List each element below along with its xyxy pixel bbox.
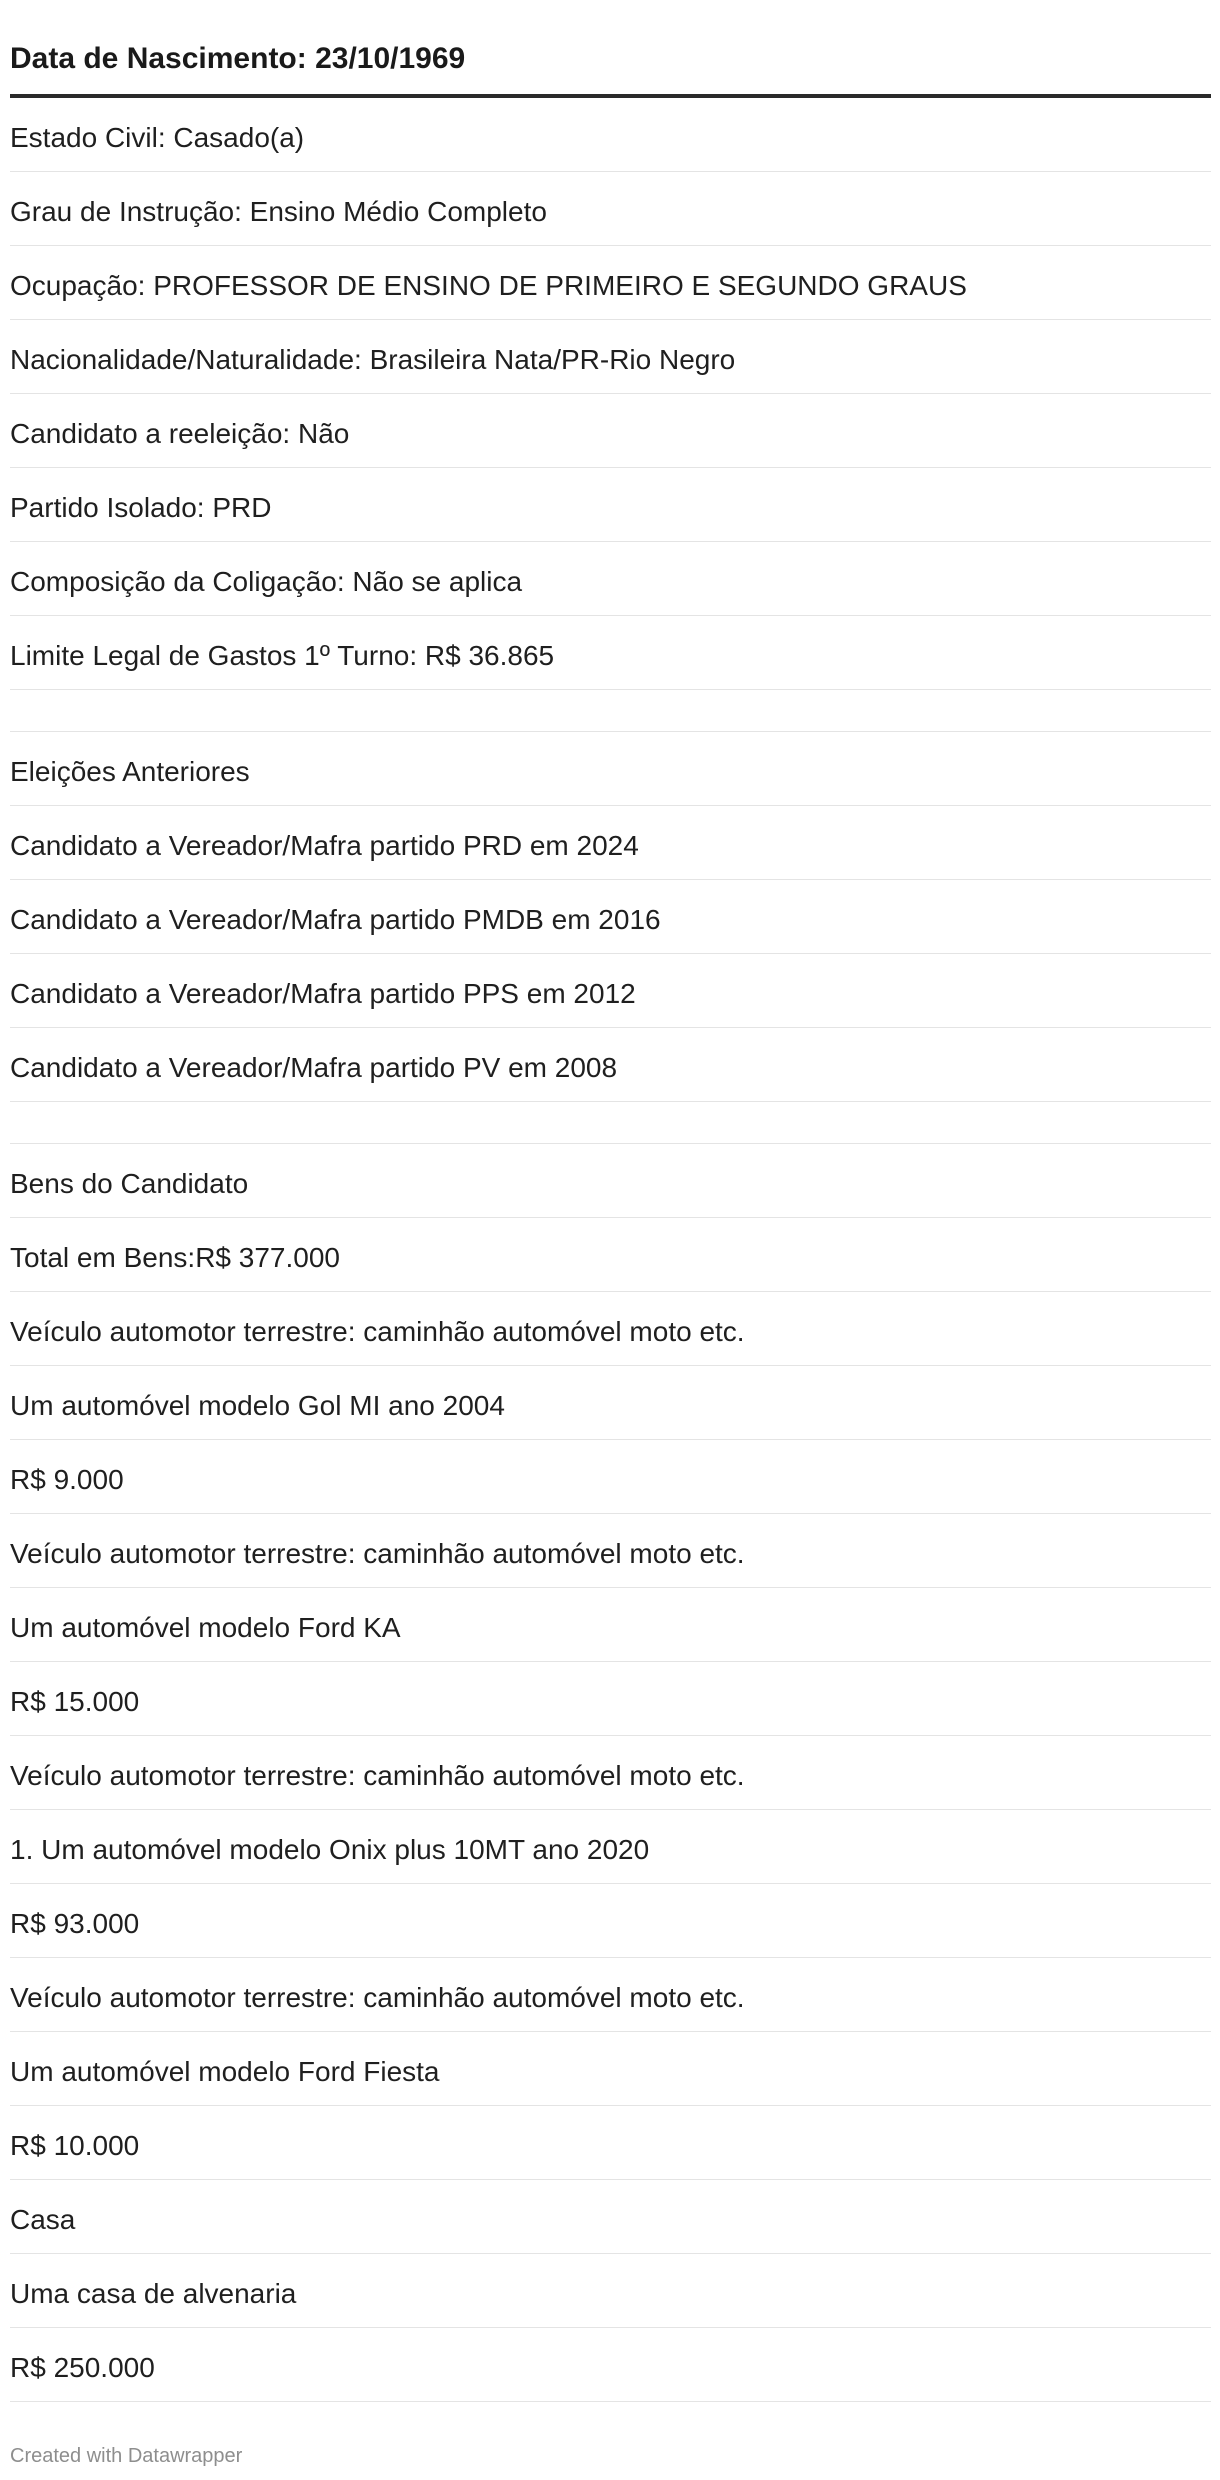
table-row: [10, 1218, 1211, 1292]
table-row: [10, 2180, 1211, 2254]
table-row: [10, 98, 1211, 172]
table-row: [10, 806, 1211, 880]
row-text: Veículo automotor terrestre: caminhão automóvel moto etc.: [10, 1538, 745, 1569]
table-row: [10, 616, 1211, 690]
row-text: Candidato a Vereador/Mafra partido PV em 2008: [10, 1052, 618, 1083]
row-text: Um automóvel modelo Gol MI ano 2004: [10, 1390, 505, 1421]
row-text: Partido Isolado: PRD: [10, 492, 272, 523]
row-text: Composição da Coligação: Não se aplica: [10, 566, 523, 597]
row-text: Candidato a Vereador/Mafra partido PMDB em 2016: [10, 904, 661, 935]
row-text: R$ 15.000: [10, 1686, 140, 1717]
table-row: [10, 1366, 1211, 1440]
row-text: Veículo automotor terrestre: caminhão automóvel moto etc.: [10, 1982, 745, 2013]
row-text: Limite Legal de Gastos 1º Turno: R$ 36.865: [10, 640, 555, 671]
table-row: [10, 1810, 1211, 1884]
table-header: [10, 0, 1211, 98]
table-row: [10, 2032, 1211, 2106]
table-row: [10, 1144, 1211, 1218]
data-table: [10, 0, 1211, 2402]
row-text: R$ 10.000: [10, 2130, 140, 2161]
row-text: Candidato a reeleição: Não: [10, 418, 350, 449]
row-text: Ocupação: PROFESSOR DE ENSINO DE PRIMEIRO E SEGUNDO GRAUS: [10, 270, 967, 301]
table-body: [10, 98, 1211, 2402]
row-text: Bens do Candidato: [10, 1168, 249, 1199]
table-row: [10, 1588, 1211, 1662]
table-row-spacer: [10, 1102, 1211, 1144]
table-row: [10, 1958, 1211, 2032]
row-text: Casa: [10, 2204, 76, 2235]
table-row: [10, 320, 1211, 394]
table-row: [10, 732, 1211, 806]
table-row: [10, 394, 1211, 468]
table-row: [10, 1662, 1211, 1736]
table-row: [10, 1514, 1211, 1588]
table-row: [10, 1292, 1211, 1366]
row-text: Eleições Anteriores: [10, 756, 250, 787]
row-text: Total em Bens:R$ 377.000: [10, 1242, 340, 1273]
table-row: [10, 1736, 1211, 1810]
row-text: Estado Civil: Casado(a): [10, 122, 305, 153]
table-row: [10, 2254, 1211, 2328]
row-text: Nacionalidade/Naturalidade: Brasileira Nata/PR-Rio Negro: [10, 344, 736, 375]
table-row: [10, 1028, 1211, 1102]
row-text: Candidato a Vereador/Mafra partido PPS em 2012: [10, 978, 636, 1009]
table-row: [10, 542, 1211, 616]
row-text: Veículo automotor terrestre: caminhão automóvel moto etc.: [10, 1760, 745, 1791]
row-text: R$ 250.000: [10, 2352, 155, 2383]
row-text: Um automóvel modelo Ford Fiesta: [10, 2056, 440, 2087]
table-row: [10, 468, 1211, 542]
row-text: Grau de Instrução: Ensino Médio Completo: [10, 196, 547, 227]
table-row: [10, 246, 1211, 320]
table-row: [10, 2106, 1211, 2180]
row-text: Uma casa de alvenaria: [10, 2278, 297, 2309]
row-text: Veículo automotor terrestre: caminhão automóvel moto etc.: [10, 1316, 745, 1347]
table-row: [10, 880, 1211, 954]
table-row: [10, 954, 1211, 1028]
datawrapper-credit: Created with Datawrapper: [10, 2445, 243, 2467]
table-row: [10, 1884, 1211, 1958]
table-row: [10, 1440, 1211, 1514]
table-row: [10, 172, 1211, 246]
header-text: Data de Nascimento: 23/10/1969: [10, 42, 466, 75]
row-text: 1. Um automóvel modelo Onix plus 10MT ano 2020: [10, 1834, 650, 1865]
row-text: R$ 9.000: [10, 1464, 124, 1495]
row-text: R$ 93.000: [10, 1908, 140, 1939]
row-text: Um automóvel modelo Ford KA: [10, 1612, 401, 1643]
table-row: [10, 2328, 1211, 2402]
table-row-spacer: [10, 690, 1211, 732]
row-text: Candidato a Vereador/Mafra partido PRD em 2024: [10, 830, 639, 861]
